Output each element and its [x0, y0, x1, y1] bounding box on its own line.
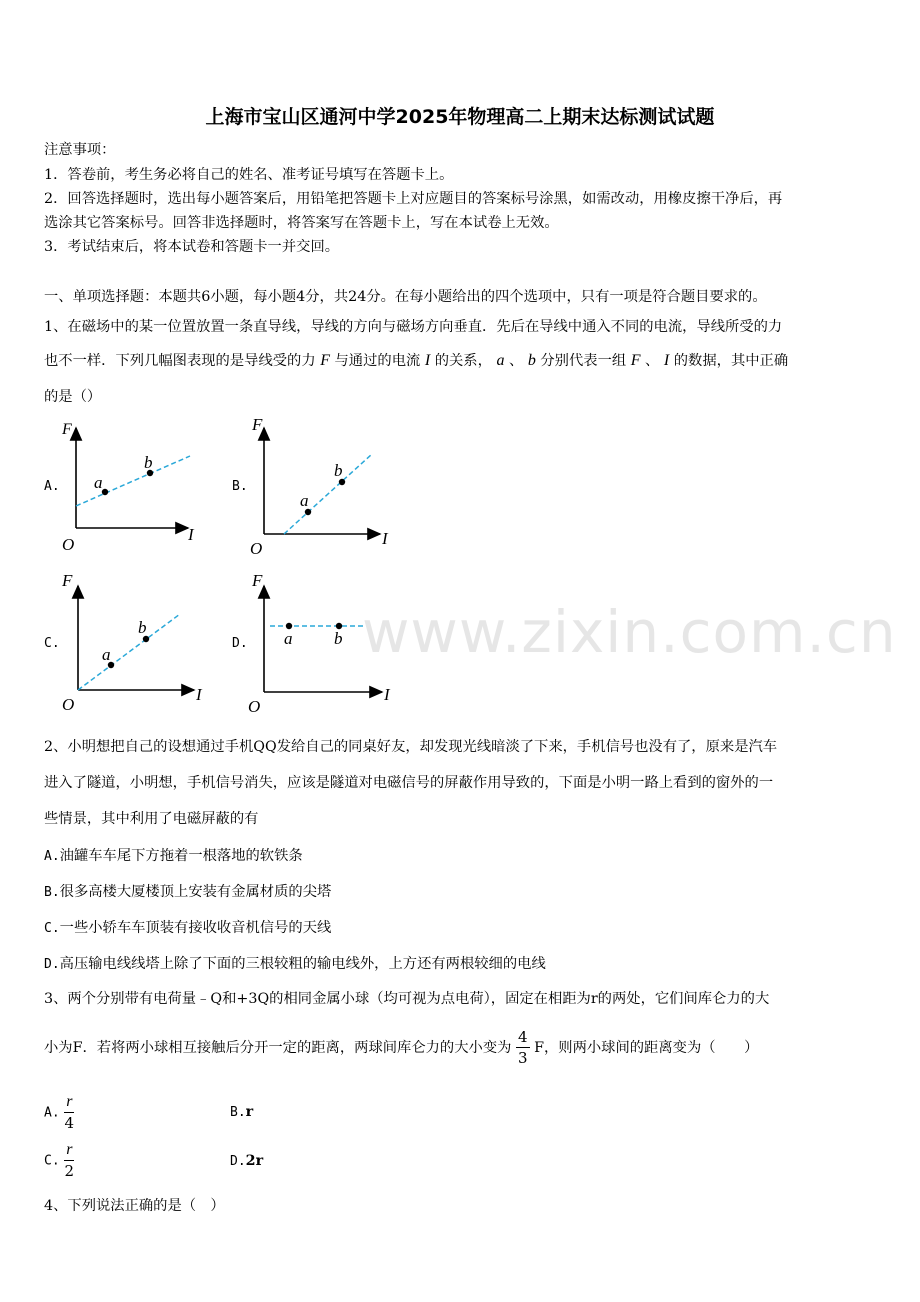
q1-text: 也不一样．下列几幅图表现的是导线受的力	[44, 353, 316, 369]
var-a: a	[496, 352, 505, 369]
option-label: A.	[44, 849, 60, 864]
q3-text: F，则两小球间的距离变为（ ）	[534, 1040, 759, 1056]
notice-item-3: 3．考试结束后，将本试卷和答题卡一并交回。	[44, 239, 340, 255]
option-label: C.	[44, 1153, 60, 1169]
origin-label: O	[62, 535, 75, 554]
fraction-numerator: r	[64, 1142, 74, 1161]
notice-item-2: 2．回答选择题时，选出每小题答案后，用铅笔把答题卡上对应题目的答案标号涂黑，如需改动，用橡皮擦干净后，再	[44, 191, 783, 207]
fraction-four-thirds	[516, 1030, 530, 1066]
axis-label-I: I	[382, 529, 388, 548]
var-I: I	[424, 352, 431, 369]
fraction-denominator: 3	[517, 1049, 528, 1067]
point-b-label: b	[334, 461, 343, 480]
option-text: r	[245, 1104, 254, 1120]
fraction-r-over-2	[64, 1142, 74, 1179]
var-I: I	[663, 352, 670, 369]
graph-a-label: A.	[44, 479, 60, 494]
option-text: 很多高楼大厦楼顶上安装有金属材质的尖塔	[59, 884, 332, 900]
fraction-numerator: r	[64, 1094, 74, 1113]
option-label: C.	[44, 921, 60, 936]
axis-label-F: F	[62, 421, 72, 438]
fit-line	[78, 614, 180, 690]
fraction-numerator: 4	[517, 1028, 528, 1046]
origin-label: O	[62, 695, 75, 712]
var-F: F	[320, 352, 330, 369]
graph-a	[58, 414, 208, 554]
fraction-denominator: 2	[64, 1162, 75, 1180]
graph-d-label: D.	[232, 636, 248, 651]
q1-text: 分别代表一组	[540, 353, 627, 369]
option-label: D.	[44, 957, 60, 972]
q1-text: 与通过的电流	[334, 353, 421, 369]
origin-label: O	[248, 697, 261, 716]
axis-label-F: F	[252, 571, 263, 590]
point-a-label: a	[94, 473, 103, 492]
fit-line	[284, 454, 372, 534]
q1-text: 、	[645, 353, 660, 369]
watermark: www.zixin.com.cn	[362, 598, 897, 666]
q1-text: 的数据，其中正确	[673, 353, 789, 369]
q1-text: 的关系，	[434, 353, 492, 369]
axis-label-F: F	[252, 415, 263, 434]
origin-label: O	[250, 539, 263, 558]
fraction-denominator: 4	[64, 1114, 75, 1132]
point-a-label: a	[300, 491, 309, 510]
graph-c-label: C.	[44, 636, 60, 651]
point-b-label: b	[138, 618, 147, 637]
graph-b-label: B.	[232, 479, 248, 494]
option-text: 2r	[245, 1153, 264, 1169]
option-label: A.	[44, 1105, 60, 1121]
point-b-label: b	[144, 453, 153, 472]
var-b: b	[527, 352, 536, 369]
option-text: 一些小轿车车顶装有接收收音机信号的天线	[59, 920, 332, 936]
var-F: F	[630, 352, 641, 369]
q3-option-a[interactable]	[44, 1094, 74, 1131]
axis-label-I: I	[384, 685, 390, 704]
point-a-label: a	[284, 629, 293, 648]
q2-option-b[interactable]	[44, 881, 331, 901]
page-title: 上海市宝山区通河中学2025年物理高二上期末达标测试试题	[205, 106, 715, 128]
axis-label-I: I	[188, 525, 194, 544]
q2-line-2: 进入了隧道，小明想，手机信号消失，应该是隧道对电磁信号的屏蔽作用导致的，下面是小明一路上看到的窗外的一	[44, 775, 774, 791]
point-a	[102, 489, 108, 495]
notice-item-1: 1．答卷前，考生务必将自己的姓名、准考证号填写在答题卡上。	[44, 167, 454, 183]
axis-label-I: I	[196, 685, 202, 704]
section-heading: 一、单项选择题：本题共6小题，每小题4分，共24分。在每小题给出的四个选项中，只有一项是符合题目要求的。	[44, 289, 767, 305]
q1-line-3: 的是（）	[44, 389, 102, 405]
fraction-r-over-4	[64, 1094, 74, 1131]
q2-option-a[interactable]	[44, 845, 303, 865]
option-text: 高压输电线线塔上除了下面的三根较粗的输电线外，上方还有两根较细的电线	[59, 956, 546, 972]
option-label: B.	[230, 1105, 246, 1120]
q2-line-3: 些情景，其中利用了电磁屏蔽的有	[44, 811, 259, 827]
graph-c	[58, 570, 210, 712]
q3-option-d[interactable]	[230, 1153, 263, 1169]
q1-line-2	[44, 350, 788, 370]
q2-line-1: 2、小明想把自己的设想通过手机QQ发给自己的同桌好友，却发现光线暗淡了下来，手机信号也没有了，原来是汽车	[44, 739, 778, 755]
q2-option-c[interactable]	[44, 917, 331, 937]
point-a-label: a	[102, 645, 111, 664]
option-label: B.	[44, 885, 60, 900]
q3-text: 小为F．若将两小球相互接触后分开一定的距离，两球间库仑力的大小变为	[44, 1040, 512, 1056]
q1-line-1: 1、在磁场中的某一位置放置一条直导线，导线的方向与磁场方向垂直．先后在导线中通入不同的电流，导线所受的力	[44, 319, 783, 335]
q4-line-1: 4、下列说法正确的是（ ）	[44, 1198, 225, 1214]
option-label: D.	[230, 1154, 246, 1169]
q1-text: 、	[509, 353, 524, 369]
option-text: 油罐车车尾下方拖着一根落地的软铁条	[59, 848, 303, 864]
axis-label-F: F	[62, 571, 73, 590]
notice-heading: 注意事项：	[44, 142, 116, 158]
graph-b	[246, 412, 398, 558]
q3-option-b[interactable]	[230, 1104, 253, 1120]
notice-item-2-cont: 选涂其它答案标号。回答非选择题时，将答案写在答题卡上，写在本试卷上无效。	[44, 215, 559, 231]
q3-line-1: 3、两个分别带有电荷量﹣Q和+3Q的相同金属小球（均可视为点电荷），固定在相距为r的两处，它们间库仑力的大	[44, 991, 770, 1007]
q3-line-2	[44, 1030, 758, 1066]
point-b-label: b	[334, 629, 343, 648]
q2-option-d[interactable]	[44, 953, 546, 973]
q3-option-c[interactable]	[44, 1142, 74, 1179]
